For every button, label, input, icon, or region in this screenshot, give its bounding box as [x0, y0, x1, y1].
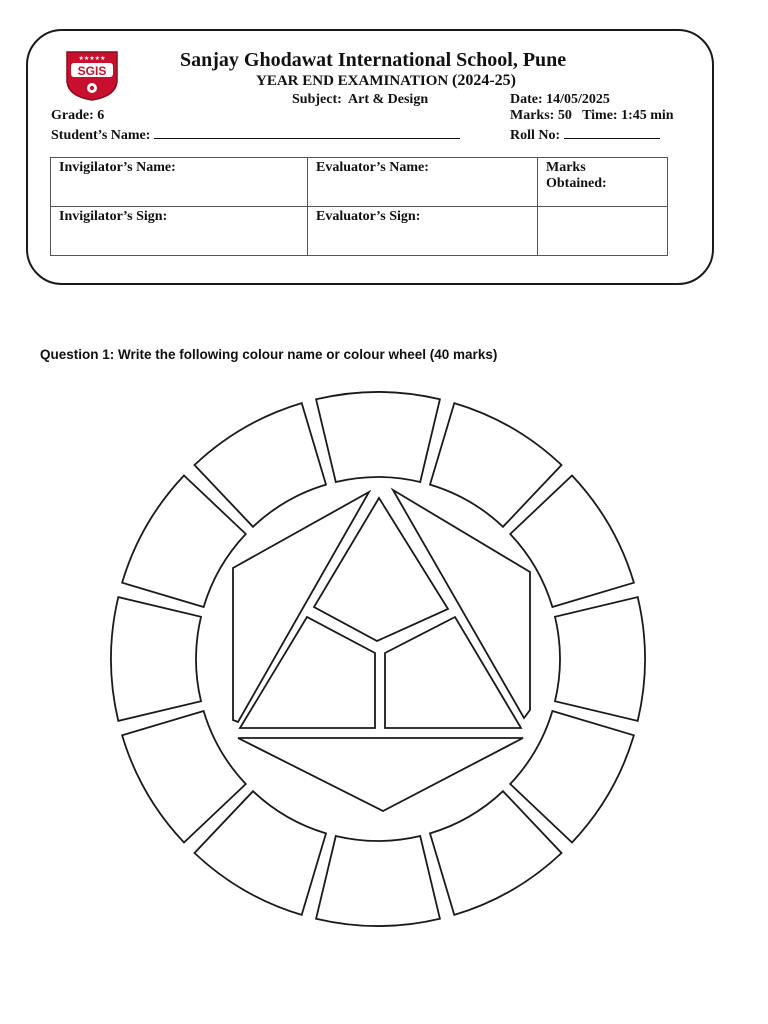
subject-label: Subject: — [292, 92, 342, 107]
svg-text:★★★★★: ★★★★★ — [78, 55, 106, 62]
logo-text: SGIS — [77, 64, 107, 78]
ring-segment-10[interactable] — [111, 597, 201, 721]
marks-value: 50 — [557, 108, 572, 123]
time-value: 1:45 min — [621, 108, 674, 123]
date-value: 14/05/2025 — [546, 92, 610, 107]
invigilator-sign-label: Invigilator’s Sign: — [59, 209, 168, 224]
bottom-inverted-triangle-region[interactable] — [238, 738, 523, 811]
evaluator-name-label: Evaluator’s Name: — [316, 160, 429, 175]
exam-name: YEAR END EXAMINATION — [256, 73, 449, 89]
marks-obtained-label-2: Obtained: — [546, 176, 607, 191]
evaluator-sign-label: Evaluator’s Sign: — [316, 209, 421, 224]
marks-obtained-label-1: Marks — [546, 160, 586, 175]
question-1-text: Question 1: Write the following colour name or colour wheel (40 marks) — [40, 347, 498, 362]
ring-segment-7[interactable] — [316, 836, 440, 926]
grade-label: Grade: — [51, 108, 94, 123]
marks-label: Marks: — [510, 108, 555, 123]
inner-shapes — [233, 490, 530, 811]
subject-value: Art & Design — [348, 92, 429, 107]
date-label: Date: — [510, 92, 543, 107]
grade-value: 6 — [97, 108, 105, 123]
student-name-label: Student’s Name: — [51, 128, 151, 143]
time-label: Time: — [582, 108, 618, 123]
roll-no-label: Roll No: — [510, 128, 561, 143]
outer-ring — [111, 392, 645, 926]
school-name: Sanjay Ghodawat International School, Pune — [180, 49, 567, 71]
ring-segment-4[interactable] — [555, 597, 645, 721]
exam-year: (2024-25) — [451, 72, 516, 89]
ring-segment-1[interactable] — [316, 392, 440, 482]
invigilator-name-label: Invigilator’s Name: — [59, 160, 176, 175]
